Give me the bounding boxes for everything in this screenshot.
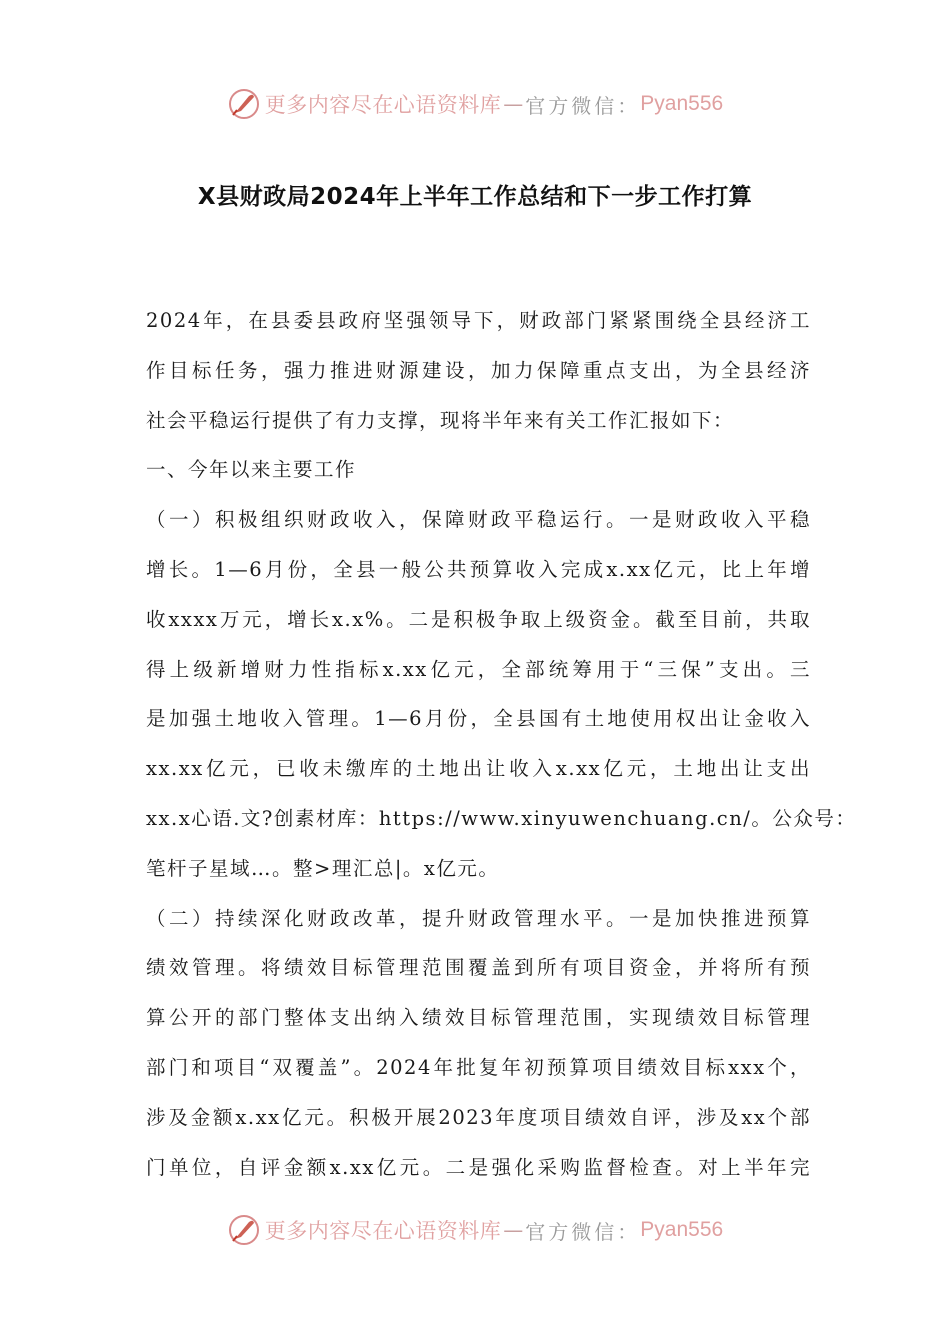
watermark-separator: — <box>503 1218 524 1242</box>
body-line: 笔杆子星域…。整>理汇总|。x亿元。 <box>146 856 500 880</box>
body-line: 门单位，自评金额x.xx亿元。二是强化采购监督检查。对上半年完 <box>146 1155 811 1179</box>
document-title: X县财政局2024年上半年工作总结和下一步工作打算 <box>197 184 753 210</box>
quill-pen-icon <box>227 1213 261 1247</box>
body-line: 增长。1—6月份，全县一般公共预算收入完成x.xx亿元，比上年增 <box>146 557 811 581</box>
watermark-id: Pyan556 <box>640 92 724 115</box>
watermark-site-text: 更多内容尽在心语资料库 <box>264 1219 502 1243</box>
body-line: （二）持续深化财政改革，提升财政管理水平。一是加快推进预算 <box>146 906 811 930</box>
body-line: （一）积极组织财政收入，保障财政平稳运行。一是财政收入平稳 <box>146 508 811 532</box>
body-line: 得上级新增财力性指标x.xx亿元，全部统筹用于“三保”支出。三 <box>146 657 811 681</box>
body-line: 是加强土地收入管理。1—6月份，全县国有土地使用权出让金收入 <box>146 707 811 731</box>
quill-pen-icon <box>227 87 261 121</box>
body-line: xx.x心语.文?创素材库：https://www.xinyuwenchuang.cn/。公众号： <box>146 806 857 830</box>
body-line: 涉及金额x.xx亿元。积极开展2023年度项目绩效自评，涉及xx个部 <box>146 1105 811 1129</box>
watermark-id: Pyan556 <box>640 1218 724 1241</box>
watermark-separator: — <box>503 92 524 116</box>
body-line: 部门和项目“双覆盖”。2024年批复年初预算项目绩效目标xxx个， <box>146 1055 811 1079</box>
body-line: 2024年，在县委县政府坚强领导下，财政部门紧紧围绕全县经济工 <box>146 309 811 332</box>
body-line: 社会平稳运行提供了有力支撑，现将半年来有关工作汇报如下： <box>146 408 735 432</box>
body-line: xx.xx亿元，已收未缴库的土地出让收入x.xx亿元，土地出让支出 <box>146 757 811 781</box>
body-line: 绩效管理。将绩效目标管理范围覆盖到所有项目资金，并将所有预 <box>146 956 811 980</box>
body-line: 算公开的部门整体支出纳入绩效目标管理范围，实现绩效目标管理 <box>146 1006 811 1030</box>
watermark-footer <box>0 1210 950 1250</box>
document-body <box>146 296 857 1192</box>
watermark-site-text: 更多内容尽在心语资料库 <box>264 93 502 117</box>
body-line: 收xxxx万元，增长x.x%。二是积极争取上级资金。截至目前，共取 <box>146 607 811 631</box>
watermark-header <box>0 84 950 124</box>
body-line: 作目标任务，强力推进财源建设，加力保障重点支出，为全县经济 <box>146 358 811 382</box>
watermark-label: 官方微信： <box>525 93 641 118</box>
watermark-label: 官方微信： <box>525 1219 641 1244</box>
section-heading: 一、今年以来主要工作 <box>146 458 357 482</box>
